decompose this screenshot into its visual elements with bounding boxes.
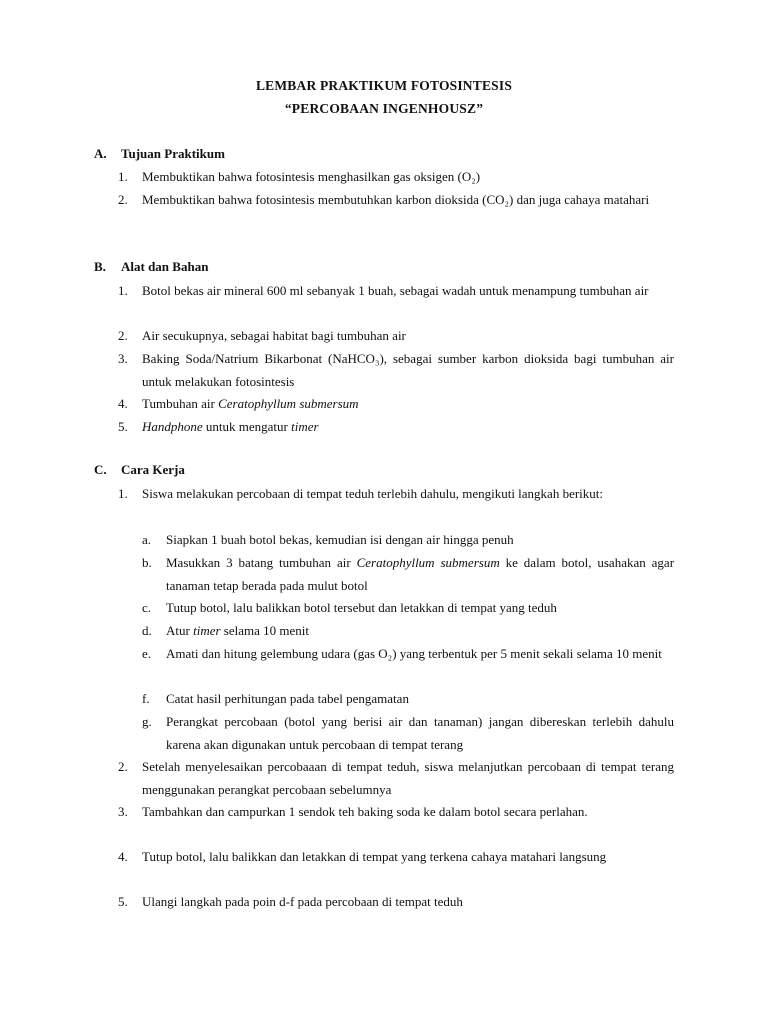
item-text: Catat hasil perhitungan pada tabel pengamatan	[166, 691, 409, 706]
list-item	[118, 800, 674, 823]
item-number: 5.	[118, 894, 128, 909]
item-text: Baking Soda/Natrium Bikarbonat (NaHCO₃), sebagai sumber karbon dioksida bagi tumbuhan air untuk melakukan fotosintesis	[142, 351, 674, 389]
item-text: Tambahkan dan campurkan 1 sendok teh baking soda ke dalam botol secara perlahan.	[142, 804, 588, 819]
item-text: Botol bekas air mineral 600 ml sebanyak 1 buah, sebagai wadah untuk menampung tumbuhan air	[142, 283, 649, 298]
sub-list-item	[142, 642, 674, 665]
item-letter: f.	[142, 691, 150, 706]
item-number: 2.	[118, 192, 128, 207]
list-item	[118, 279, 674, 302]
sub-list-item	[142, 596, 674, 619]
item-letter: a.	[142, 532, 152, 547]
list-item	[118, 482, 674, 505]
item-text: Tutup botol, lalu balikkan dan letakkan di tempat yang terkena cahaya matahari langsung	[142, 849, 607, 864]
item-letter: b.	[142, 555, 152, 570]
sub-list-item	[142, 710, 674, 756]
item-letter: d.	[142, 623, 152, 638]
section-letter: B.	[94, 259, 106, 274]
item-text: Tumbuhan air Ceratophyllum submersum	[142, 396, 359, 411]
item-text: Membuktikan bahwa fotosintesis membutuhkan karbon dioksida (CO₂) dan juga cahaya matahari	[142, 192, 650, 207]
item-number: 2.	[118, 759, 128, 774]
section-title: Tujuan Praktikum	[121, 146, 225, 161]
item-number: 4.	[118, 396, 128, 411]
section-letter: A.	[94, 146, 107, 161]
list-item	[118, 890, 674, 913]
item-text: Amati dan hitung gelembung udara (gas O₂) yang terbentuk per 5 menit sekali selama 10 menit	[166, 646, 662, 661]
section-letter: C.	[94, 462, 107, 477]
item-number: 3.	[118, 804, 128, 819]
item-number: 3.	[118, 351, 128, 366]
item-text: Siapkan 1 buah botol bekas, kemudian isi dengan air hingga penuh	[166, 532, 514, 547]
item-text: Handphone untuk mengatur timer	[142, 419, 319, 434]
item-text: Tutup botol, lalu balikkan botol tersebut dan letakkan di tempat yang teduh	[166, 600, 557, 615]
item-number: 2.	[118, 328, 128, 343]
item-number: 1.	[118, 169, 128, 184]
item-number: 1.	[118, 486, 128, 501]
section-title: Alat dan Bahan	[121, 259, 209, 274]
section-a-heading	[94, 146, 225, 162]
item-number: 5.	[118, 419, 128, 434]
list-item	[118, 845, 674, 868]
item-letter: e.	[142, 646, 152, 661]
item-number: 1.	[118, 283, 128, 298]
section-b-heading	[94, 259, 208, 275]
section-c-heading	[94, 462, 185, 478]
item-text: Masukkan 3 batang tumbuhan air Ceratophyllum submersum ke dalam botol, usahakan agar tanaman tetap berada pada mulut botol	[166, 555, 675, 593]
document-title: LEMBAR PRAKTIKUM FOTOSINTESIS	[255, 78, 513, 93]
item-text: Ulangi langkah pada poin d-f pada percobaan di tempat teduh	[142, 894, 463, 909]
list-item	[118, 165, 674, 188]
sub-list-item	[142, 528, 674, 551]
item-text: Air secukupnya, sebagai habitat bagi tumbuhan air	[142, 328, 406, 343]
item-number: 4.	[118, 849, 128, 864]
list-item	[118, 415, 674, 438]
sub-list-item	[142, 551, 674, 597]
item-letter: c.	[142, 600, 152, 615]
list-item	[118, 755, 674, 801]
item-text: Membuktikan bahwa fotosintesis menghasilkan gas oksigen (O₂)	[142, 169, 481, 184]
item-text: Perangkat percobaan (botol yang berisi air dan tanaman) jangan dibereskan terlebih dahulu karena akan digunakan untuk percobaan di tempat terang	[166, 714, 674, 752]
list-item	[118, 392, 674, 415]
sub-list-item	[142, 687, 674, 710]
section-title: Cara Kerja	[121, 462, 185, 477]
document-subtitle: “PERCOBAAN INGENHOUSZ”	[284, 101, 484, 116]
list-item	[118, 324, 674, 347]
item-text: Atur timer selama 10 menit	[166, 623, 309, 638]
sub-list-item	[142, 619, 674, 642]
item-text: Setelah menyelesaikan percobaaan di tempat teduh, siswa melanjutkan percobaan di tempat terang menggunakan perangkat percobaan sebelumnya	[142, 759, 674, 797]
list-item	[118, 347, 674, 393]
item-text: Siswa melakukan percobaan di tempat teduh terlebih dahulu, mengikuti langkah berikut:	[142, 486, 604, 501]
list-item	[118, 188, 674, 211]
item-letter: g.	[142, 714, 152, 729]
